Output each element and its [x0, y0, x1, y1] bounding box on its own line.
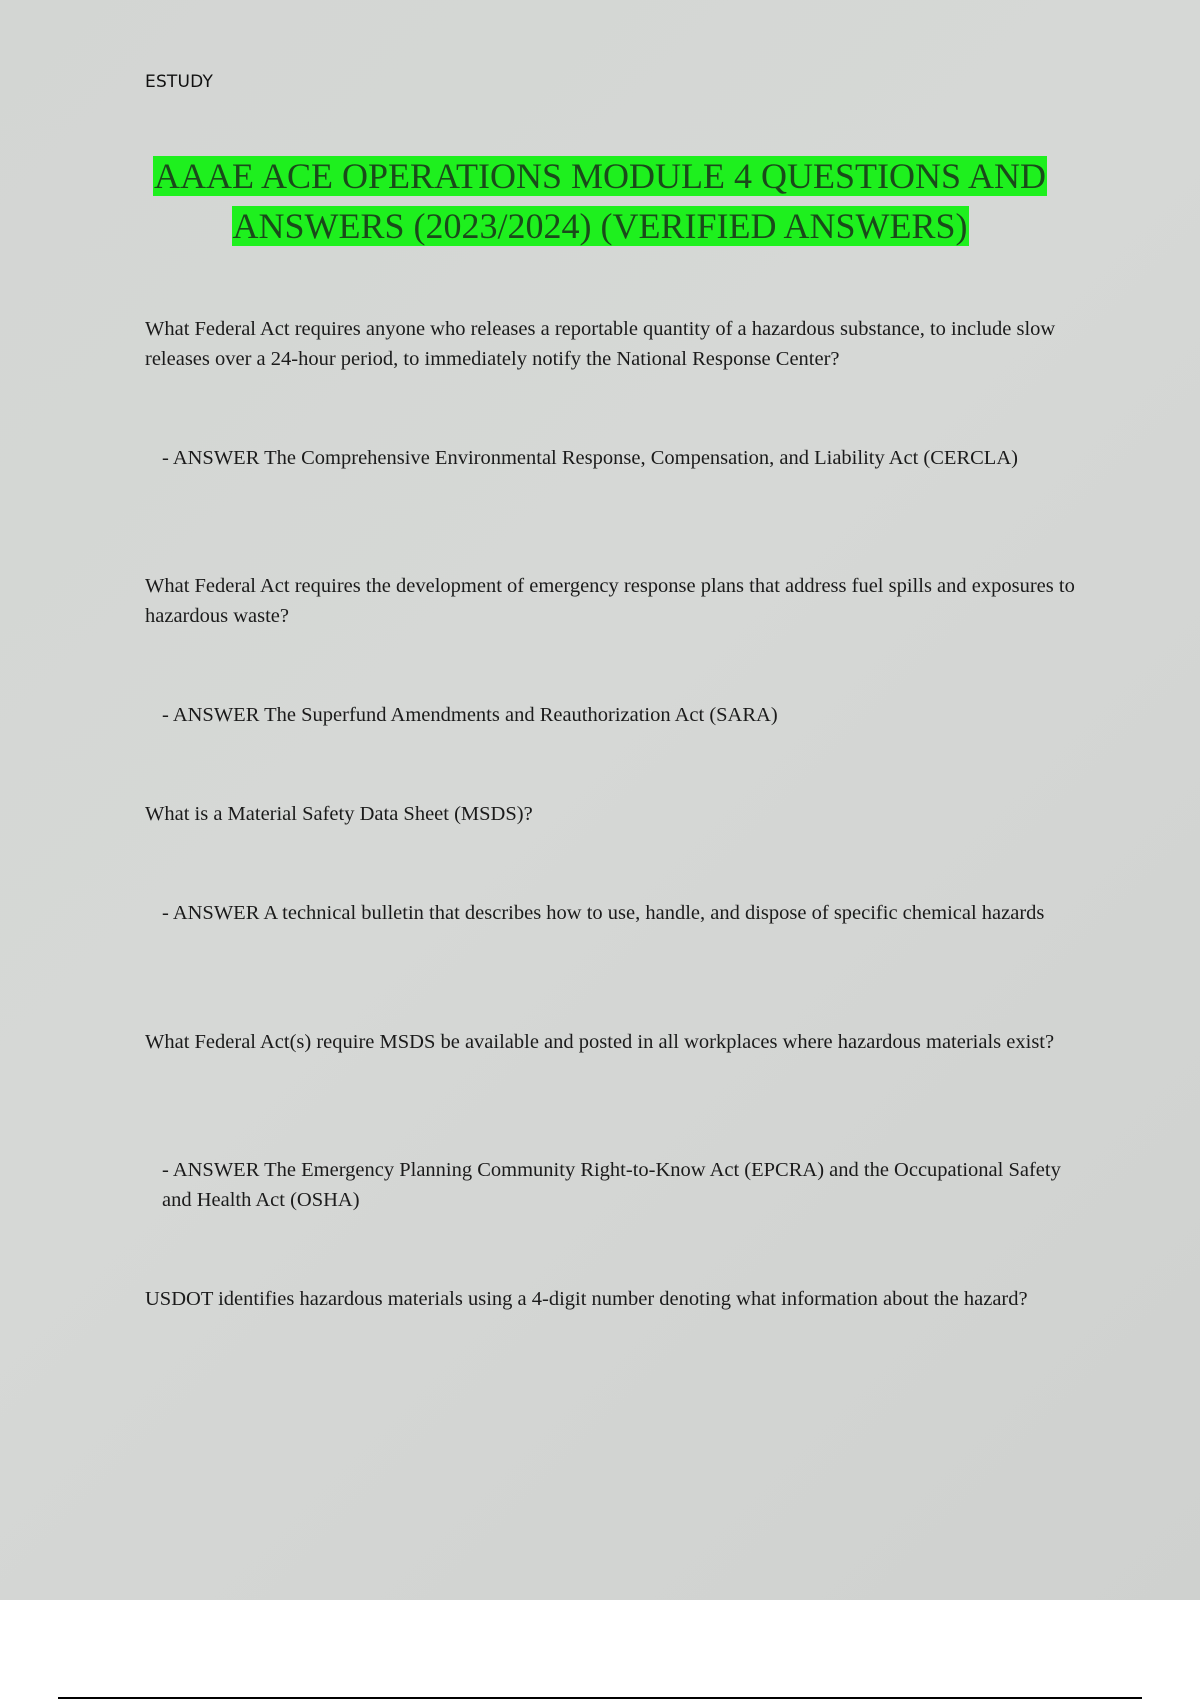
page-bottom-rule	[58, 1697, 1142, 1699]
title-line-1: AAAE ACE OPERATIONS MODULE 4 QUESTIONS AND	[153, 156, 1047, 196]
question-3: What is a Material Safety Data Sheet (MSDS)?	[145, 803, 533, 825]
question-2: What Federal Act requires the development of emergency response plans that address fuel spills and exposures to hazardous waste?	[145, 575, 1075, 627]
question-5: USDOT identifies hazardous materials using a 4-digit number denoting what information about the hazard?	[145, 1288, 1028, 1310]
question-1: What Federal Act requires anyone who releases a reportable quantity of a hazardous substance, to include slow releases over a 24-hour period, to immediately notify the National Response Center?	[145, 318, 1056, 370]
title-line-2: ANSWERS (2023/2024) (VERIFIED ANSWERS)	[232, 206, 968, 246]
answer-3: - ANSWER A technical bulletin that describes how to use, handle, and dispose of specific chemical hazards	[162, 902, 1045, 924]
answer-2: - ANSWER The Superfund Amendments and Reauthorization Act (SARA)	[162, 704, 778, 726]
document-title	[100, 151, 1100, 251]
answer-1: - ANSWER The Comprehensive Environmental Response, Compensation, and Liability Act (CERCLA)	[162, 447, 1018, 469]
question-4: What Federal Act(s) require MSDS be available and posted in all workplaces where hazardous materials exist?	[145, 1031, 1055, 1053]
answer-4: - ANSWER The Emergency Planning Community Right-to-Know Act (EPCRA) and the Occupational Safety and Health Act (OSHA)	[162, 1159, 1061, 1211]
header-label: ESTUDY	[145, 72, 214, 92]
